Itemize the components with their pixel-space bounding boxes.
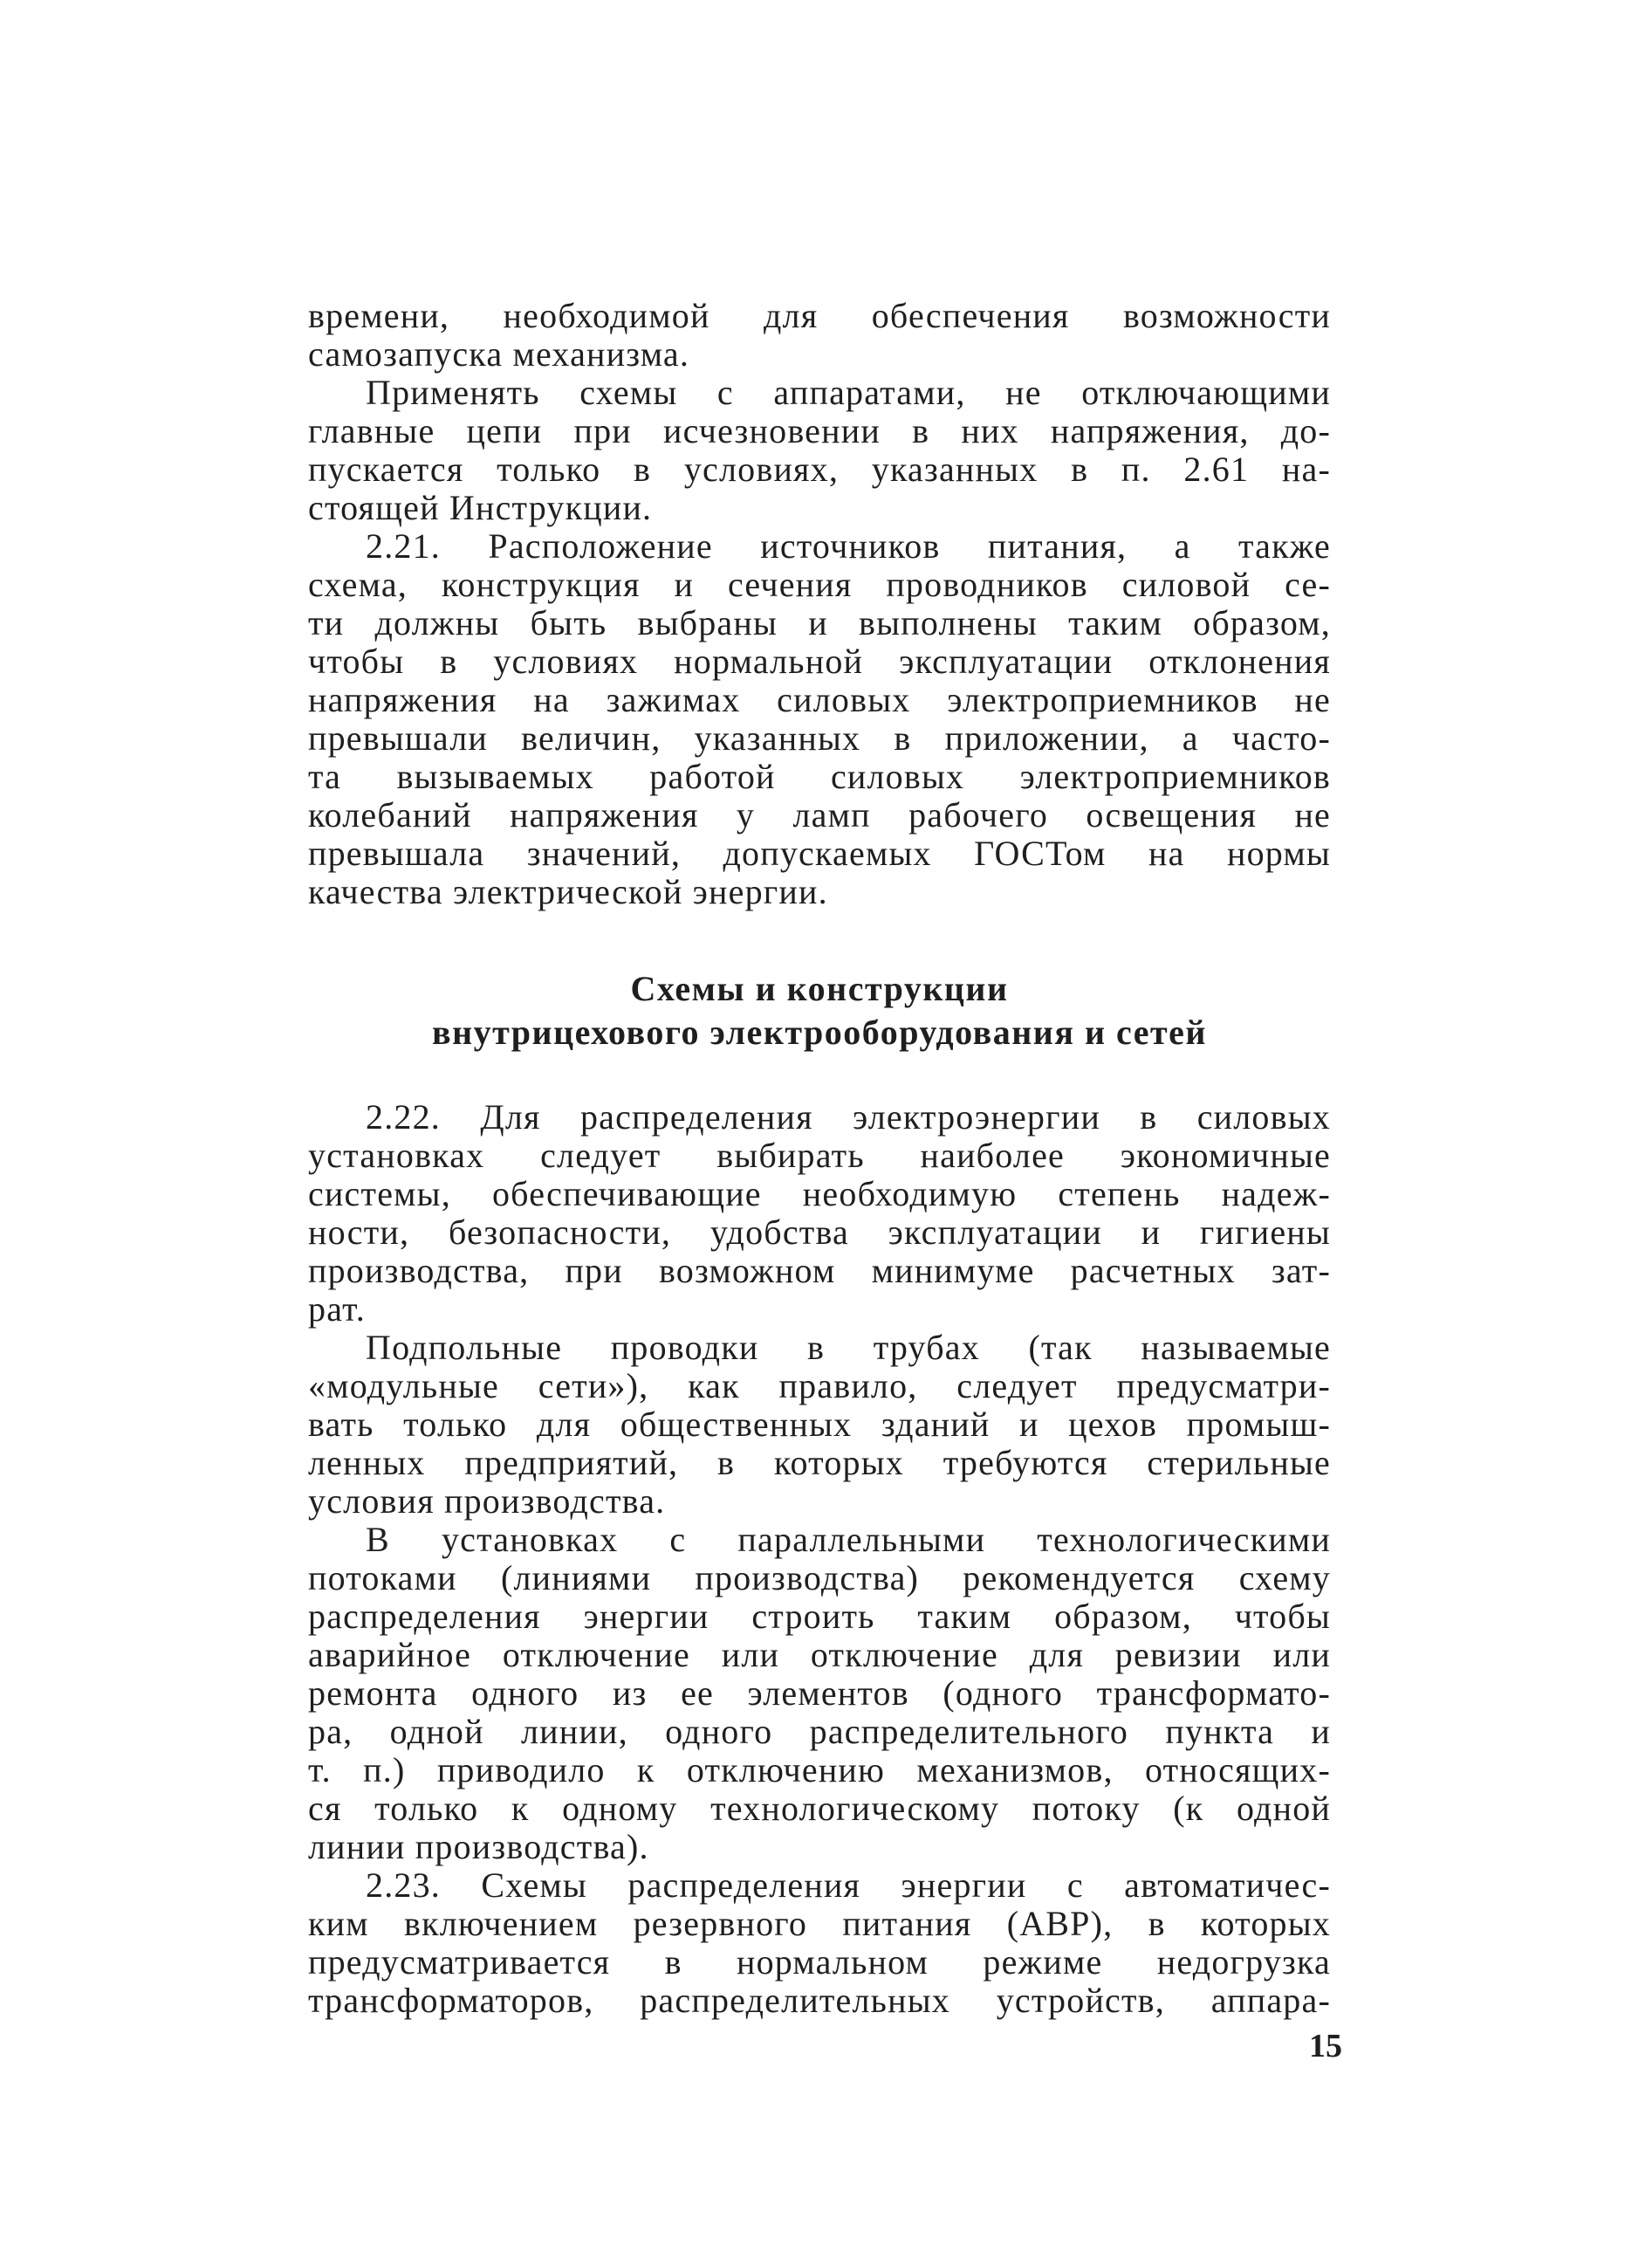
- text-line: пускается только в условиях, указанных в п. 2.61 на-: [308, 450, 1331, 489]
- text-line: чтобы в условиях нормальной эксплуатации отклонения: [308, 642, 1331, 681]
- page-number: 15: [1309, 2028, 1342, 2064]
- text-line: та вызываемых работой силовых электроприемников: [308, 757, 1331, 796]
- text-line: самозапуска механизма.: [308, 334, 690, 374]
- text-line: аварийное отключение или отключение для ревизии или: [308, 1635, 1331, 1674]
- text-line: стоящей Инструкции.: [308, 488, 653, 527]
- text-line: 2.21. Расположение источников питания, а также: [366, 526, 1331, 566]
- text-line: ся только к одному технологическому потоку (к одной: [308, 1789, 1331, 1828]
- text-line: ности, безопасности, удобства эксплуатации и гигиены: [308, 1212, 1331, 1252]
- text-line: превышали величин, указанных в приложении, а часто-: [308, 718, 1331, 758]
- text-line: установках следует выбирать наиболее экономичные: [308, 1136, 1331, 1175]
- text-line: качества электрической энергии.: [308, 872, 828, 911]
- text-line: трансформаторов, распределительных устройств, аппара-: [308, 1981, 1331, 2020]
- text-line: ра, одной линии, одного распределительного пункта и: [308, 1712, 1331, 1751]
- section-heading-line-1: Схемы и конструкции: [630, 969, 1009, 1008]
- text-line: ленных предприятий, в которых требуются стерильные: [308, 1443, 1331, 1482]
- text-line: главные цепи при исчезновении в них напряжения, до-: [308, 411, 1331, 450]
- text-line: ким включением резервного питания (АВР), в которых: [308, 1904, 1331, 1943]
- text-line: 2.23. Схемы распределения энергии с автоматичес-: [366, 1865, 1331, 1905]
- text-line: предусматривается в нормальном режиме недогрузка: [308, 1942, 1331, 1982]
- text-line: условия производства.: [308, 1481, 666, 1521]
- text-line: вать только для общественных зданий и цехов промыш-: [308, 1405, 1331, 1444]
- text-line: Применять схемы с аппаратами, не отключающими: [366, 373, 1331, 412]
- text-line: линии производства).: [308, 1827, 649, 1866]
- text-line: «модульные сети»), как правило, следует предусматри-: [308, 1366, 1331, 1405]
- text-line: производства, при возможном минимуме расчетных зат-: [308, 1251, 1331, 1290]
- text-line: 2.22. Для распределения электроэнергии в силовых: [366, 1097, 1331, 1137]
- section-heading-line-2: внутрицехового электрооборудования и сетей: [432, 1013, 1207, 1052]
- text-line: превышала значений, допускаемых ГОСТом на нормы: [308, 834, 1331, 873]
- text-line: ти должны быть выбраны и выполнены таким образом,: [308, 603, 1331, 642]
- text-line: Подпольные проводки в трубах (так называемые: [366, 1328, 1331, 1367]
- text-line: колебаний напряжения у ламп рабочего освещения не: [308, 795, 1331, 835]
- text-line: напряжения на зажимах силовых электроприемников не: [308, 680, 1331, 719]
- text-line: ремонта одного из ее элементов (одного трансформато-: [308, 1673, 1331, 1713]
- text-line: схема, конструкция и сечения проводников силовой се-: [308, 565, 1331, 604]
- text-line: системы, обеспечивающие необходимую степень надеж-: [308, 1174, 1331, 1213]
- text-line: В установках с параллельными технологическими: [366, 1520, 1331, 1559]
- text-line: т. п.) приводило к отключению механизмов, относящих-: [308, 1750, 1331, 1789]
- text-line: времени, необходимой для обеспечения возможности: [308, 296, 1331, 335]
- text-line: рат.: [308, 1289, 366, 1329]
- text-line: распределения энергии строить таким образом, чтобы: [308, 1597, 1331, 1636]
- text-line: потоками (линиями производства) рекомендуется схему: [308, 1558, 1331, 1597]
